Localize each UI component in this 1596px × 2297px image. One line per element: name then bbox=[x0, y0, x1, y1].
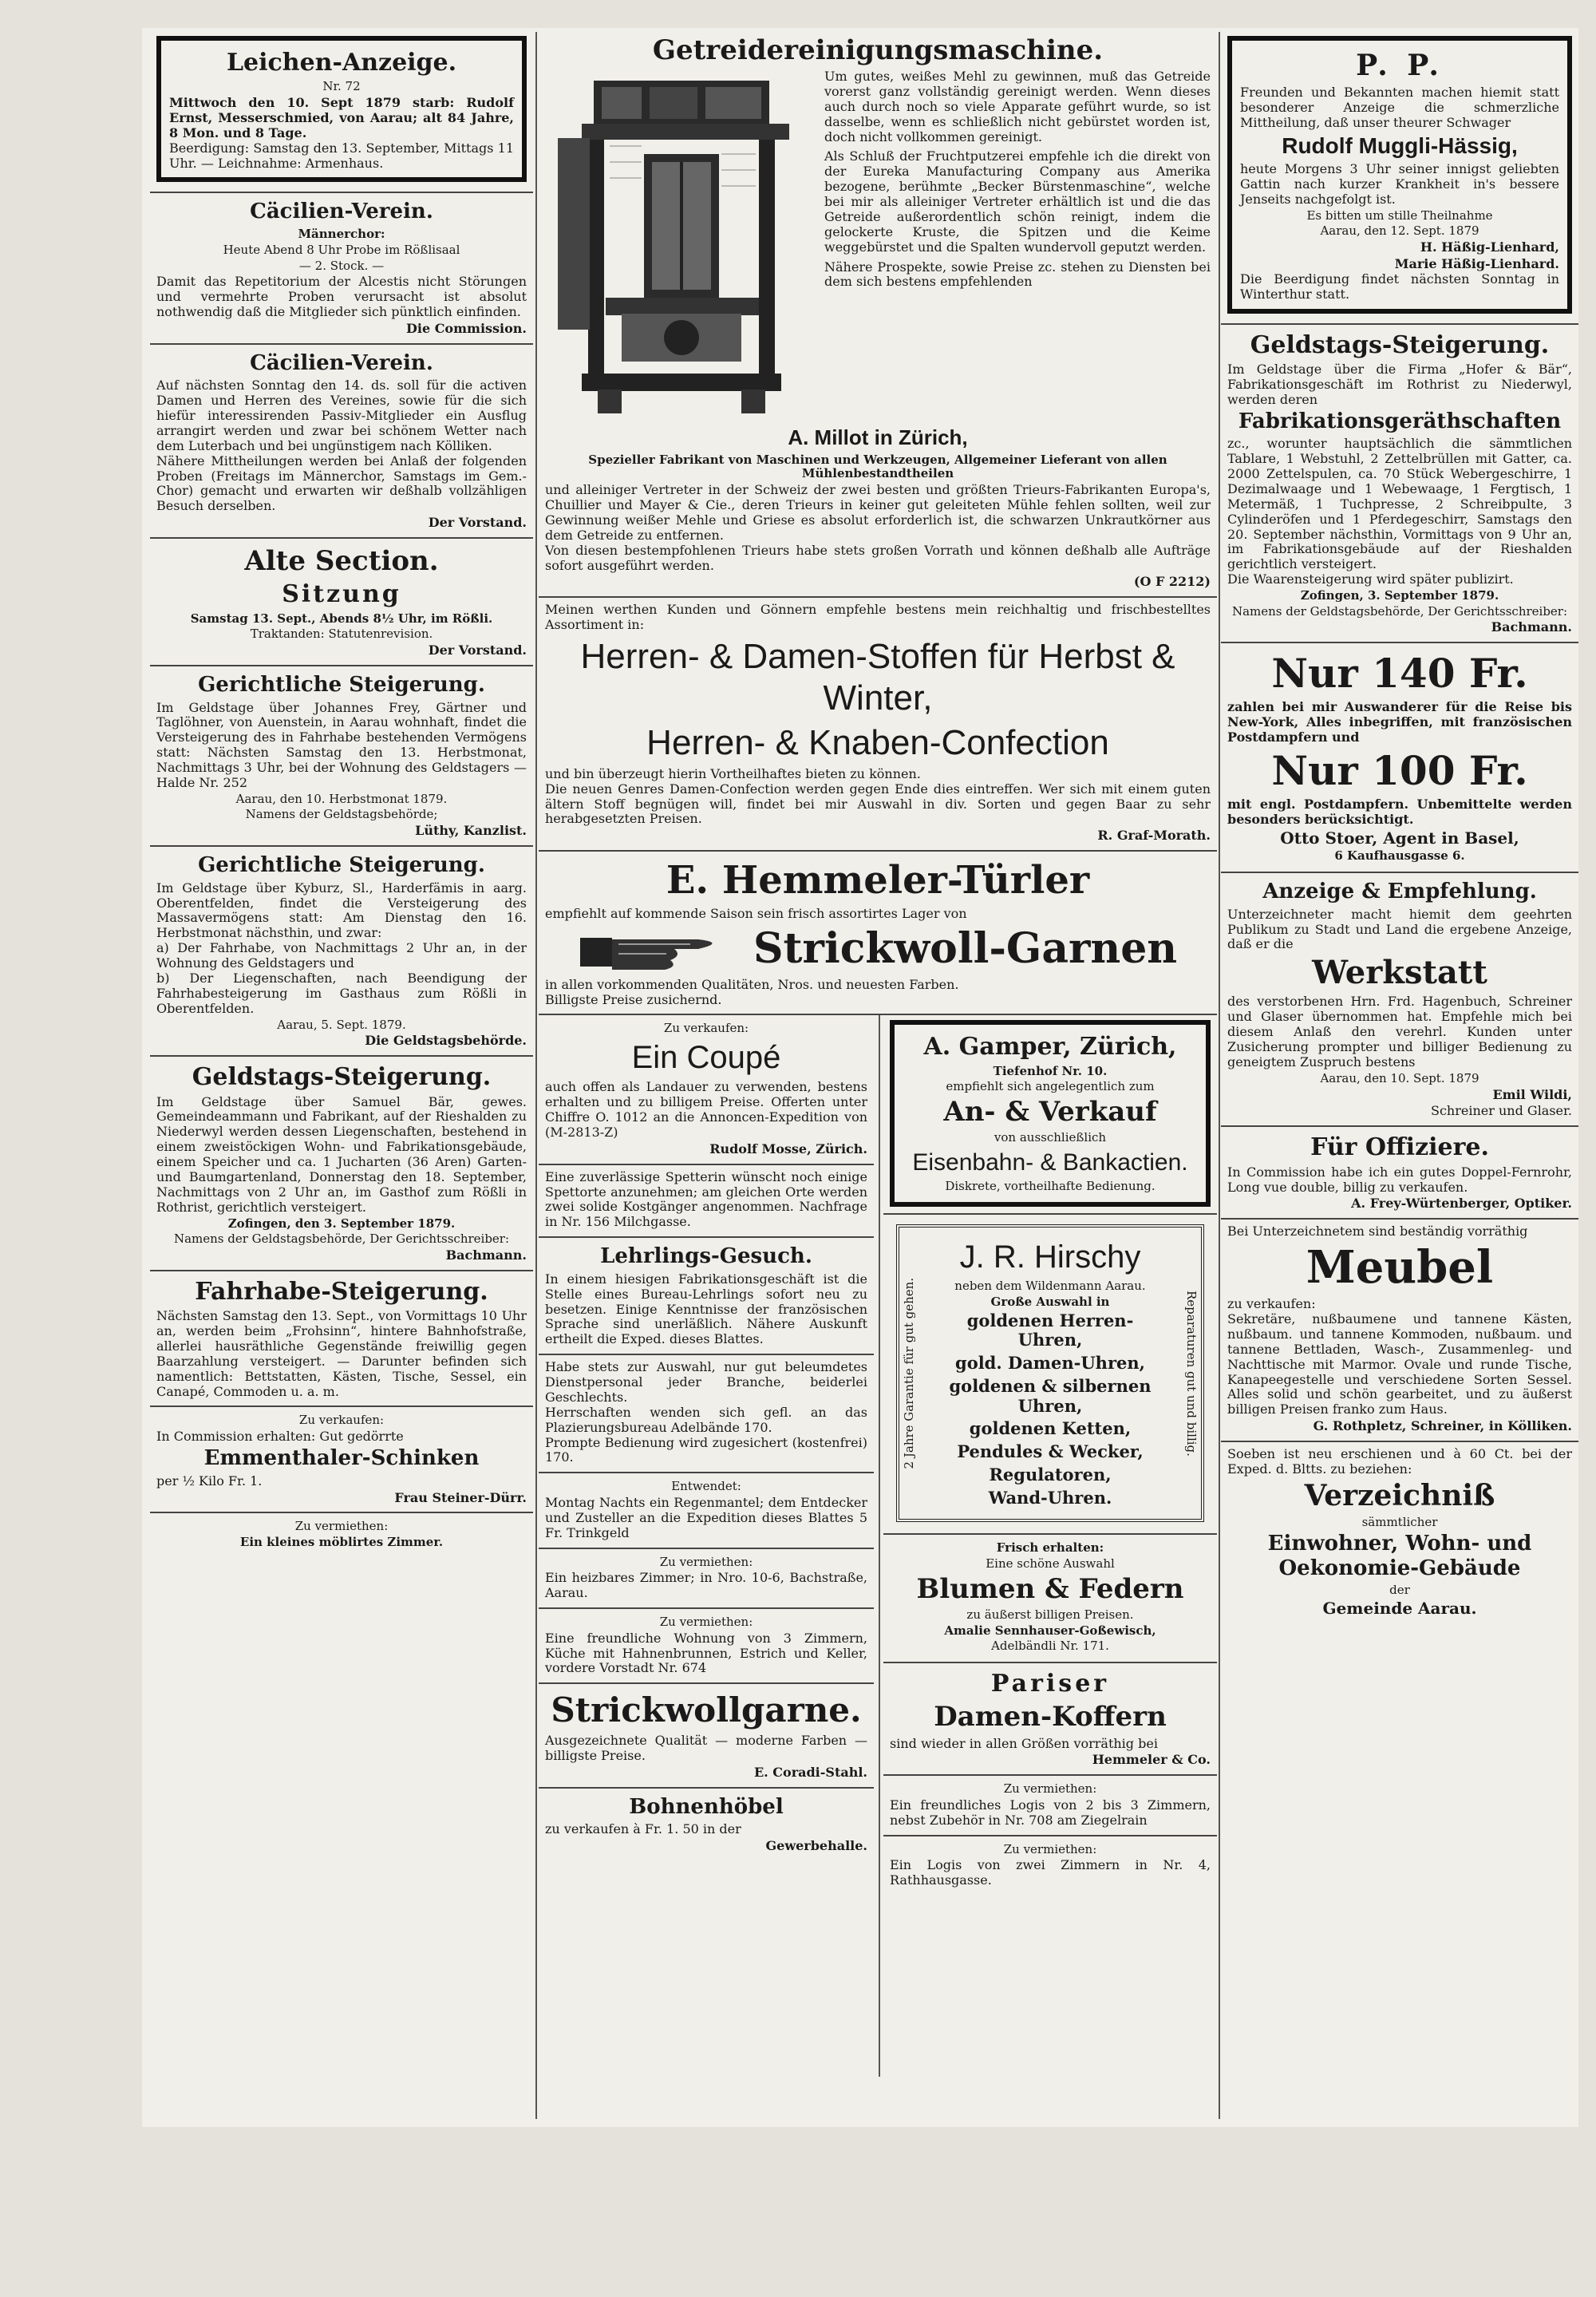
ad-text: Ein Logis von zwei Zimmern in Nr. 4, Rathhausgasse. bbox=[890, 1857, 1211, 1888]
ad-text: Mittwoch den 10. Sept 1879 starb: Rudolf Ernst, Messerschmied, von Aarau; alt 84 Jahre, 8 Mon. und 8 Tage. bbox=[169, 95, 514, 140]
ad-address: Adelbändli Nr. 171. bbox=[991, 1639, 1109, 1654]
ad-text: Es bitten um stille Theilnahme bbox=[1306, 208, 1493, 223]
ad-title: Lehrlings-Gesuch. bbox=[600, 1244, 812, 1269]
ad-signature: Die Geldstagsbehörde. bbox=[365, 1033, 527, 1049]
ad-date: Aarau, den 10. Sept. 1879 bbox=[1320, 1070, 1479, 1085]
ad-title: Bohnenhöbel bbox=[629, 1794, 784, 1819]
ad-text: Die Waarensteigerung wird später publizirt. bbox=[1227, 571, 1514, 587]
ad-text: In einem hiesigen Fabrikationsgeschäft ist die Stelle eines Bureau-Lehrlings sofort neu zu besetzen. Einige Kenntnisse der französischen Sprache sind unerläßlich. Nähere Auskunft ertheilt die Exped. dieses Blattes. bbox=[545, 1271, 867, 1347]
ad-text: In Commission habe ich ein gutes Doppel-Fernrohr, Long vue double, billig zu verkaufen. bbox=[1227, 1164, 1572, 1195]
ad-sitzung: Sitzung bbox=[282, 580, 401, 609]
ad-text: zahlen bei mir Auswanderer für die Reise bis New-York, Alles inbegriffen, mit französischen Postdampfern und bbox=[1227, 699, 1572, 745]
ad-headline: Meubel bbox=[1306, 1241, 1494, 1295]
ad-text: der bbox=[1389, 1583, 1410, 1598]
ad-text: von ausschließlich bbox=[994, 1130, 1107, 1145]
ad-item: goldenen & silbernen Uhren, bbox=[949, 1375, 1152, 1416]
ad-geldstags-steigerung-hofer-baer bbox=[1221, 325, 1578, 644]
ad-heading: Frisch erhalten: bbox=[996, 1540, 1104, 1556]
ad-date: Aarau, 5. Sept. 1879. bbox=[277, 1017, 406, 1032]
machine-engraving-image bbox=[550, 74, 813, 417]
ad-text: Bei Unterzeichnetem sind beständig vorräthig bbox=[1227, 1224, 1528, 1239]
ad-text: Soeben ist neu erschienen und à 60 Ct. bei der Exped. d. Bltts. zu beziehen: bbox=[1227, 1446, 1572, 1477]
ad-text: Auf nächsten Sonntag den 14. ds. soll für die activen Damen und Herren des Vereines, sowie für die sich hiefür interessirenden Passiv-Mitglieder ein Ausflug arrangirt werden und zwar bei schönem Wetter nach dem Luterbach und bei ungünstigem nach Kölliken. bbox=[156, 378, 527, 453]
ad-spetterin bbox=[539, 1165, 874, 1239]
ad-text: Ein kleines möblirtes Zimmer. bbox=[239, 1535, 444, 1550]
ad-subtitle: Männerchor: bbox=[298, 227, 385, 242]
ad-date: Aarau, den 12. Sept. 1879 bbox=[1320, 223, 1479, 239]
ad-text: zc., worunter hauptsächlich die sämmtlichen Tablare, 1 Webstuhl, 2 Zettelbrüllen mit Gatter, ca. 2000 Zettelspulen, ca. 70 Stück Webergeschirre, 1 Dezimalwaage und 1 Webewaage, 1 Fergtisch, 1 Metermäß, 1 Tuchpresse, 2 Schreibpulte, 3 Cylinderöfen und 1 Pferdegeschirr, Samstags den 20. September nächsthin, Vormittags von 9 Uhr an, im Fabrikationsgebäude auf der Rieshalden gerichtlich versteigert. bbox=[1227, 436, 1572, 572]
middle-lower-section bbox=[539, 1015, 1217, 2077]
ad-geldstags-steigerung-baer bbox=[150, 1057, 533, 1271]
ad-text: in allen vorkommenden Qualitäten, Nros. und neuesten Farben. bbox=[545, 976, 959, 992]
column-left bbox=[150, 28, 533, 2127]
ad-wohnung-vorstadt bbox=[539, 1609, 874, 1684]
ad-product: Ein Coupé bbox=[631, 1040, 781, 1076]
ad-signature: Rudolf Mosse, Zürich. bbox=[709, 1141, 867, 1156]
ad-side-text: Reparaturen gut und billig. bbox=[1184, 1290, 1199, 1457]
ad-text: und bin überzeugt hierin Vortheilhaftes bieten zu können. bbox=[545, 765, 921, 781]
ad-text: Sekretäre, nußbaumene und tannene Kästen, nußbaum. und tannene Kommoden, nußbaum. und tannene Bettladen, Wasch-, Zusammenleg- und Nachttische mit Marmor. Ovale und runde Tische, Kanapeegestelle und verschiedene Sorten Sessel. Alles solid und schön gearbeitet, und zu äußerst billigen Preisen franko zum Haus. bbox=[1227, 1311, 1572, 1417]
ad-title: A. Gamper, Zürich, bbox=[923, 1033, 1177, 1062]
middle-right-subcolumn bbox=[883, 1015, 1217, 1895]
ad-signature: Frau Steiner-Dürr. bbox=[394, 1489, 527, 1505]
ad-address: 6 Kaufhausgasse 6. bbox=[1334, 848, 1465, 864]
ad-text: zu verkaufen: bbox=[1227, 1296, 1316, 1312]
ad-price: per ½ Kilo Fr. 1. bbox=[156, 1473, 263, 1489]
ad-text: sind wieder in allen Größen vorräthig bei bbox=[890, 1735, 1158, 1751]
ad-date: Aarau, den 10. Herbstmonat 1879. bbox=[235, 791, 448, 806]
ad-alte-section bbox=[150, 539, 533, 666]
ad-firm-desc: Spezieller Fabrikant von Maschinen und Werkzeugen, Allgemeiner Lieferant von allen Mühlenbestandtheilen bbox=[588, 452, 1167, 481]
ad-text: Im Geldstage über Kyburz, Sl., Harderfämis in aarg. Oberentfelden, findet die Versteigerung des Massavermögens statt: Am Dienstag den 16. Herbstmonat nächsthin, und zwar: bbox=[156, 880, 527, 941]
ad-graf-morath bbox=[539, 598, 1217, 852]
ad-title: E. Hemmeler-Türler bbox=[666, 858, 1090, 903]
ad-text: Nächsten Samstag den 13. Sept., von Vormittags 10 Uhr an, werden beim „Frohsinn“, hintere Bahnhofstraße, allerlei hausräthliche Gegenstände freiwillig gegen Baarzahlung versteigert. — Darunter befinden sich namentlich: Bettstatten, Kästen, Tische, Sessel, ein Canapé, Commoden u. a. m. bbox=[156, 1308, 527, 1399]
column-rule bbox=[879, 1015, 880, 2077]
ad-coupe bbox=[539, 1015, 874, 1164]
ad-headline: Fabrikationsgeräthschaften bbox=[1238, 409, 1562, 433]
ad-firm: A. Millot in Zürich, bbox=[788, 425, 968, 450]
ad-text: Im Geldstage über Johannes Frey, Gärtner und Taglöhner, von Auenstein, in Aarau wohnhaft, findet die Versteigerung des in Fahrhabe bestehenden Vermögens statt: Nächsten Samstag den 13. Herbstmonat, Nachmittags 3 Uhr, bei der Wohnung des Geldstagers — Halde Nr. 252 bbox=[156, 699, 527, 790]
ad-text: Nähere Prospekte, sowie Preise zc. stehen zu Diensten bei dem sich bestens empfehlenden bbox=[824, 259, 1211, 290]
newspaper-page bbox=[142, 28, 1578, 2127]
ad-signature: Bachmann. bbox=[1491, 619, 1572, 635]
ad-title: Fahrhabe-Steigerung. bbox=[195, 1277, 488, 1306]
ad-product: Strickwollgarne. bbox=[551, 1690, 862, 1730]
ad-service: Eisenbahn- & Bankactien. bbox=[912, 1148, 1188, 1176]
ad-heading: Zu vermiethen: bbox=[1003, 1781, 1097, 1797]
ad-text: Eine freundliche Wohnung von 3 Zimmern, Küche mit Hahnenbrunnen, Estrich und Keller, vordere Vorstadt Nr. 674 bbox=[545, 1630, 867, 1676]
ad-title: Leichen-Anzeige. bbox=[226, 49, 457, 77]
ad-signature: Gewerbehalle. bbox=[765, 1838, 867, 1854]
ad-text: auch offen als Landauer zu verwenden, bestens erhalten und zu billigem Preise. Offerten unter Chiffre O. 1012 an die Annoncen-Expedition von (M-2813-Z) bbox=[545, 1079, 867, 1140]
ad-text: Im Geldstage über Samuel Bär, gewes. Gemeindeammann und Fabrikant, auf der Rieshalden zu Niederwyl werden dessen Liegenschaften, bestehend in einem zweistöckigen Wohn- und Fabrikationsgebäude, einem Speicher und ca. 1 Jucharten (36 Aren) Garten- und Baumgartenland, Donnerstag den 18. September, Nachmittags von 2 Uhr an, im Gasthof zum Rößli in Rothrist, gerichtlich versteigert. bbox=[156, 1093, 527, 1215]
ad-text: mit engl. Postdampfern. Unbemittelte werden besonders berücksichtigt. bbox=[1227, 796, 1572, 827]
ad-text: Montag Nachts ein Regenmantel; dem Entdecker und Zusteller an die Expedition dieses Blattes 5 Fr. Trinkgeld bbox=[545, 1494, 867, 1540]
ad-signature: R. Graf-Morath. bbox=[1097, 828, 1211, 844]
ad-signature: Gemeinde Aarau. bbox=[1322, 1599, 1477, 1619]
ad-item: a) Der Fahrhabe, von Nachmittags 2 Uhr an, in der Wohnung des Geldstagers und bbox=[156, 940, 527, 971]
ad-title: Gerichtliche Steigerung. bbox=[198, 672, 485, 697]
ad-authority: Namens der Geldstagsbehörde, Der Gerichtsschreiber: bbox=[1231, 603, 1568, 619]
ad-text: Große Auswahl in bbox=[990, 1294, 1110, 1309]
ad-logis-rathhausgasse bbox=[883, 1836, 1217, 1895]
ad-item: Regulatoren, bbox=[989, 1464, 1112, 1485]
ad-authority: Namens der Geldstagsbehörde; bbox=[245, 807, 438, 822]
ad-text: Freunden und Bekannten machen hiemit statt besonderer Anzeige die schmerzliche Mittheilung, daß unser theurer Schwager bbox=[1240, 85, 1559, 131]
ad-headline: Herren- & Knaben-Confection bbox=[646, 722, 1109, 762]
ad-pariser-damen-koffern bbox=[883, 1663, 1217, 1776]
ad-meubel bbox=[1221, 1220, 1578, 1442]
ad-signature: Der Vorstand. bbox=[428, 515, 527, 531]
ad-text: empfiehlt auf kommende Saison sein frisch assortirtes Lager von bbox=[545, 905, 967, 921]
ad-side-text: 2 Jahre Garantie für gut gehen. bbox=[902, 1277, 916, 1469]
ad-signature: Marie Häßig-Lienhard. bbox=[1394, 256, 1559, 271]
ad-hemmeler-tuerler bbox=[539, 852, 1217, 1015]
ad-signature: Der Vorstand. bbox=[428, 642, 527, 658]
ad-title: Getreidereinigungsmaschine. bbox=[652, 34, 1104, 66]
ad-text: In Commission erhalten: Gut gedörrte bbox=[156, 1429, 404, 1445]
ad-logis-ziegelrain bbox=[883, 1776, 1217, 1836]
ad-signature: Bachmann. bbox=[445, 1247, 527, 1263]
ad-product: Strickwoll-Garnen bbox=[753, 923, 1178, 973]
ad-leichen-anzeige bbox=[150, 28, 533, 193]
ad-burial: Die Beerdigung findet nächsten Sonntag in Winterthur statt. bbox=[1240, 271, 1559, 302]
ad-text: Habe stets zur Auswahl, nur gut beleumdetes Dienstpersonal jeder Branche, beiderlei Geschlechts. bbox=[545, 1359, 867, 1405]
ad-title: J. R. Hirschy bbox=[959, 1239, 1141, 1275]
ad-zimmer-bachstrasse bbox=[539, 1549, 874, 1609]
ad-signature: Schreiner und Glaser. bbox=[1431, 1103, 1572, 1119]
ad-muggli-traueranzeige bbox=[1221, 28, 1578, 325]
ad-price-headline: Nur 100 Fr. bbox=[1271, 746, 1528, 794]
ad-signature: E. Coradi-Stahl. bbox=[753, 1764, 867, 1780]
ad-getreidereinigungsmaschine bbox=[539, 28, 1217, 598]
ad-signature: Hemmeler & Co. bbox=[1092, 1752, 1211, 1768]
ad-gerichtliche-steigerung-frey bbox=[150, 666, 533, 847]
ad-zimmer-vermiethen bbox=[150, 1513, 533, 1557]
ad-fahrhabe-steigerung bbox=[150, 1271, 533, 1408]
ad-text: und alleiniger Vertreter in der Schweiz der zwei besten und größten Trieurs-Fabrikanten Europa's, Chuillier und Mayer & Cie., deren Trieurs in keiner gut geleiteten Mühle fehlen sollten, weil zur Gewinnung weißer Mehle und Griese es absolut erforderlich ist, die schwarzen Unkrautkörner aus dem Getreide zu entfernen. bbox=[545, 482, 1211, 543]
ad-name: Rudolf Muggli-Hässig, bbox=[1282, 133, 1518, 159]
ad-heading: Zu verkaufen: bbox=[663, 1021, 749, 1036]
ad-heading: Zu vermiethen: bbox=[294, 1519, 389, 1534]
ad-heading: Zu vermiethen: bbox=[1003, 1841, 1097, 1856]
ad-text: Als Schluß der Fruchtputzerei empfehle ich die direkt von der Eureka Manufacturing Company aus Amerika bezogene, berühmte „Becker Bürstenmaschine“, welche bei mir als alleiniger Vertreter erhältlich ist und die das Getreide außerordentlich schön reinigt, indem die gelockerte Kruste, die Spitzen und die Keime weggebürstet und die Spalten wundervoll geputzt werden. bbox=[824, 148, 1211, 255]
ad-title: Anzeige & Empfehlung. bbox=[1262, 879, 1537, 903]
ad-traktanden: Traktanden: Statutenrevision. bbox=[250, 627, 433, 642]
ad-number: Nr. 72 bbox=[322, 79, 361, 94]
ad-caecilien-verein-ausflug bbox=[150, 345, 533, 539]
ad-title: Alte Section. bbox=[244, 545, 439, 578]
ad-signature: Lüthy, Kanzlist. bbox=[415, 823, 527, 839]
ad-headline: Werkstatt bbox=[1312, 954, 1487, 992]
ad-title: Gerichtliche Steigerung. bbox=[198, 853, 485, 878]
ad-signature: G. Rothpletz, Schreiner, in Kölliken. bbox=[1313, 1418, 1572, 1434]
ad-title: Geldstags-Steigerung. bbox=[1250, 330, 1550, 359]
ad-authority: Namens der Geldstagsbehörde, Der Gerichtsschreiber: bbox=[173, 1232, 510, 1247]
ad-when: Samstag 13. Sept., Abends 8½ Uhr, im Rößli. bbox=[190, 611, 493, 626]
ad-address: Tiefenhof Nr. 10. bbox=[993, 1063, 1108, 1078]
ad-headline: Verzeichniß bbox=[1304, 1478, 1495, 1512]
ad-product: Emmenthaler-Schinken bbox=[203, 1445, 480, 1470]
ad-fuer-offiziere bbox=[1221, 1127, 1578, 1220]
ad-text: sämmtlicher bbox=[1361, 1515, 1438, 1530]
ad-text: Ein freundliches Logis von 2 bis 3 Zimmern, nebst Zubehör in Nr. 708 am Ziegelrain bbox=[890, 1797, 1211, 1828]
ad-dienstpersonal bbox=[539, 1355, 874, 1473]
ad-emmenthaler-schinken bbox=[150, 1407, 533, 1513]
ad-item: gold. Damen-Uhren, bbox=[955, 1353, 1145, 1374]
ad-text: Damit das Repetitorium der Alcestis nicht Störungen und vermehrte Proben verursacht ist absolut nothwendig daß die Mitglieder sich pünktlich einfinden. bbox=[156, 274, 527, 319]
ad-headline: Einwohner, Wohn- und Oekonomie-Gebäude bbox=[1267, 1532, 1532, 1580]
ad-text: Prompte Bedienung wird zugesichert (kostenfrei) 170. bbox=[545, 1434, 867, 1465]
ad-intro: Meinen werthen Kunden und Gönnern empfehle bestens mein reichhaltig und frischbestelltes Assortiment in: bbox=[545, 602, 1211, 633]
pointing-hand-icon bbox=[579, 922, 738, 978]
ad-product: Damen-Koffern bbox=[934, 1701, 1167, 1734]
ad-product: Blumen & Federn bbox=[916, 1572, 1184, 1605]
ad-gerichtliche-steigerung-kyburz bbox=[150, 847, 533, 1057]
ad-strickwollgarne-coradi bbox=[539, 1684, 874, 1788]
ad-signature: Amalie Sennhauser-Goßewisch, bbox=[944, 1623, 1156, 1638]
ad-service: An- & Verkauf bbox=[943, 1096, 1157, 1129]
ad-date: Zofingen, den 3. September 1879. bbox=[227, 1216, 456, 1231]
ad-signature: Die Commission. bbox=[405, 320, 527, 336]
ad-text: zu verkaufen à Fr. 1. 50 in der bbox=[545, 1821, 741, 1837]
ad-item: goldenen Ketten, bbox=[969, 1418, 1132, 1439]
ad-text: Billigste Preise zusichernd. bbox=[545, 991, 722, 1007]
ad-lehrlings-gesuch bbox=[539, 1238, 874, 1355]
ad-title: Pariser bbox=[990, 1670, 1110, 1698]
ad-item: b) Der Liegenschaften, nach Beendigung der Fahrhabesteigerung im Gasthaus zum Rößli in Oberentfelden. bbox=[156, 970, 527, 1016]
ad-text: Unterzeichneter macht hiemit dem geehrten Publikum zu Stadt und Land die ergebene Anzeige, daß er die bbox=[1227, 906, 1572, 952]
ad-date: Zofingen, 3. September 1879. bbox=[1300, 588, 1499, 603]
ad-verzeichniss bbox=[1221, 1442, 1578, 1627]
ad-text: heute Morgens 3 Uhr seiner innigst geliebten Gattin nach kurzer Krankheit in's bessere Jenseits nachgefolgt ist. bbox=[1240, 161, 1559, 207]
ad-text: Von diesen bestempfohlenen Trieurs habe stets großen Vorrath und können deßhalb alle Aufträge sofort ausgeführt werden. bbox=[545, 542, 1211, 573]
ad-signature: Otto Stoer, Agent in Basel, bbox=[1280, 828, 1519, 848]
ad-title: Geldstags-Steigerung. bbox=[192, 1063, 492, 1092]
ad-text: Ausgezeichnete Qualität — moderne Farben — billigste Preise. bbox=[545, 1732, 867, 1763]
ad-wildi-werkstatt bbox=[1221, 873, 1578, 1127]
column-rule bbox=[535, 32, 537, 2119]
ad-signature: Emil Wildi, bbox=[1492, 1086, 1572, 1102]
column-rule bbox=[1219, 32, 1220, 2119]
ad-text: Im Geldstage über die Firma „Hofer & Bär“, Fabrikationsgeschäft im Rothrist zu Niederwyl, werden deren bbox=[1227, 362, 1572, 407]
ad-entwendet bbox=[539, 1473, 874, 1548]
ad-blumen-federn bbox=[883, 1535, 1217, 1663]
column-middle bbox=[539, 28, 1217, 2127]
ad-title: P. P. bbox=[1356, 49, 1444, 82]
ad-signature: A. Frey-Würtenberger, Optiker. bbox=[1351, 1196, 1572, 1212]
ad-bohnenhoebel bbox=[539, 1789, 874, 1860]
ad-title: Cäcilien-Verein. bbox=[250, 200, 433, 224]
ad-heading: Zu vermiethen: bbox=[659, 1615, 753, 1630]
ad-line: Heute Abend 8 Uhr Probe im Rößlisaal bbox=[223, 242, 460, 257]
ad-text: Diskrete, vortheilhafte Bedienung. bbox=[945, 1179, 1156, 1194]
ad-item: goldenen Herren-Uhren, bbox=[966, 1310, 1134, 1350]
ad-text: Herrschaften wenden sich gefl. an das Plazierungsbureau Adelbände 170. bbox=[545, 1404, 867, 1435]
ad-line: — 2. Stock. — bbox=[298, 258, 385, 273]
ad-code: (O F 2212) bbox=[1133, 574, 1211, 590]
ad-text: Ein heizbares Zimmer; in Nro. 10-6, Bachstraße, Aarau. bbox=[545, 1570, 867, 1601]
ad-text: Um gutes, weißes Mehl zu gewinnen, muß das Getreide vorerst ganz vollständig gereinigt werden. Wenn dieses auch durch noch so viele Apparate geführt wurde, so ist dasselbe, wenn es schließlich nicht gebürstet worden ist, doch nicht vollkommen gereinigt. bbox=[824, 69, 1211, 144]
ad-item: Pendules & Wecker, bbox=[957, 1441, 1144, 1462]
ad-hirschy bbox=[883, 1215, 1217, 1535]
ad-heading: Zu verkaufen: bbox=[298, 1413, 385, 1428]
ad-caecilien-verein-probe bbox=[150, 193, 533, 344]
ad-title: Für Offiziere. bbox=[1310, 1133, 1489, 1162]
ad-gamper bbox=[883, 1015, 1217, 1215]
ad-title: Cäcilien-Verein. bbox=[250, 350, 433, 375]
column-right bbox=[1221, 28, 1578, 2127]
ad-text: Eine zuverlässige Spetterin wünscht noch einige Spettorte anzunehmen; am gleichen Orte werden zwei solide Kostgänger angenommen. Nachfrage in Nr. 156 Milchgasse. bbox=[545, 1168, 867, 1230]
ad-otto-stoer-auswanderer bbox=[1221, 643, 1578, 873]
ad-text: neben dem Wildenmann Aarau. bbox=[954, 1279, 1146, 1294]
ad-heading: Entwendet: bbox=[671, 1479, 741, 1494]
ad-burial: Beerdigung: Samstag den 13. September, Mittags 11 Uhr. — Leichnahme: Armenhaus. bbox=[169, 140, 514, 171]
ad-text: empfiehlt sich angelegentlich zum bbox=[946, 1079, 1155, 1094]
middle-left-subcolumn bbox=[539, 1015, 874, 1860]
ad-text: Nähere Mittheilungen werden bei Anlaß der folgenden Proben (Freitags im Männerchor, Samstags im Gem.-Chor) gemacht und erwarten wir deßhalb vollzähligen Besuch derselben. bbox=[156, 453, 527, 514]
ad-text: des verstorbenen Hrn. Frd. Hagenbuch, Schreiner und Glaser übernommen hat. Empfehle mich bei diesem Anlaß den verehrl. Kunden unter Zusicherung prompter und billiger Bedienung zu geneigtem Zuspruch bestens bbox=[1227, 994, 1572, 1069]
ad-item: Wand-Uhren. bbox=[988, 1487, 1112, 1508]
ad-signature: H. Häßig-Lienhard, bbox=[1420, 239, 1559, 255]
ad-heading: Zu vermiethen: bbox=[659, 1554, 753, 1569]
ad-text: zu äußerst billigen Preisen. bbox=[966, 1607, 1134, 1622]
ad-headline: Herren- & Damen-Stoffen für Herbst & Winter, bbox=[580, 637, 1175, 718]
ad-text: Eine schöne Auswahl bbox=[986, 1556, 1115, 1572]
ad-text: Die neuen Genres Damen-Confection werden gegen Ende dies eintreffen. Wer sich mit einem guten ältern Stoff begnügen will, findet bei mir Auswahl in div. Sorten und gegen Baar zu sehr herabgesetzten Preisen. bbox=[545, 781, 1211, 827]
ad-price-headline: Nur 140 Fr. bbox=[1271, 650, 1528, 698]
